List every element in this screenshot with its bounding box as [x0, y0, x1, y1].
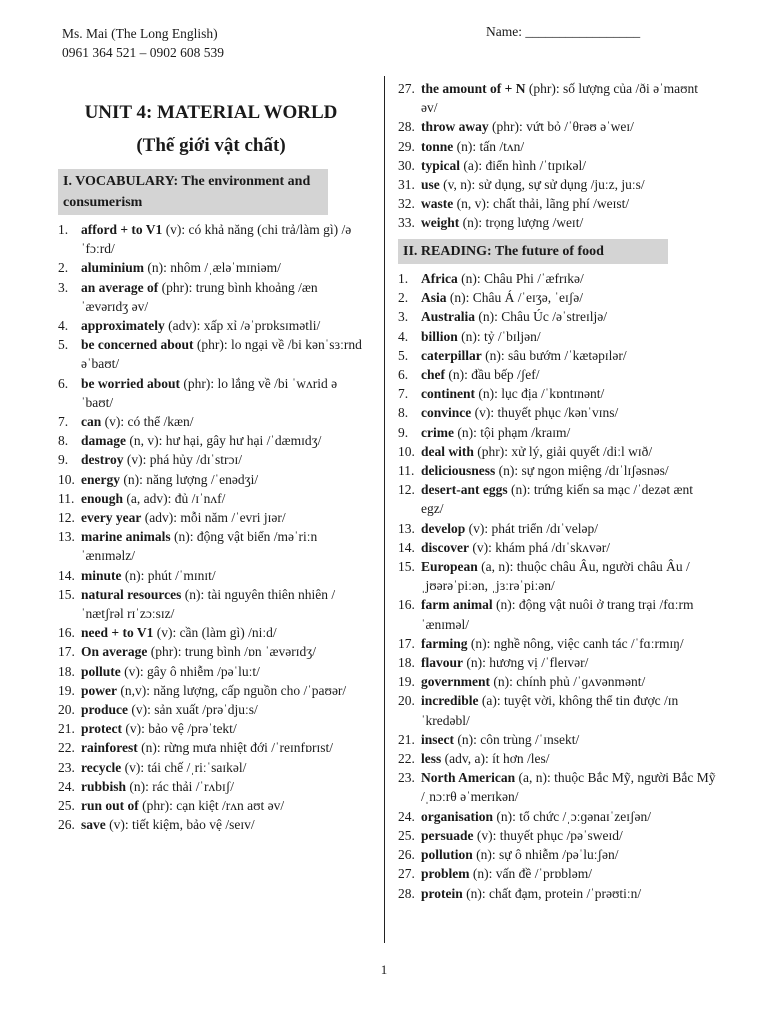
item-word: persuade — [421, 827, 474, 843]
item-word: convince — [421, 405, 472, 421]
list-item — [58, 220, 364, 258]
item-definition: (n): tội phạm /kraɪm/ — [453, 424, 571, 440]
item-definition: (n): nhôm /ˌæləˈmɪniəm/ — [144, 260, 281, 276]
item-word: can — [81, 414, 102, 430]
item-word: less — [421, 751, 442, 767]
item-definition: (a, n): thuộc châu Âu, người châu Âu /ˌjʊərəˈpiːən, ˌjɜːrəˈpiːən/ — [421, 559, 690, 594]
item-word: approximately — [81, 318, 165, 334]
item-number: 19. — [398, 674, 415, 690]
item-number: 31. — [398, 177, 415, 193]
item-number: 28. — [398, 119, 415, 135]
item-definition: (phr): cạn kiệt /rʌn aʊt əv/ — [138, 798, 285, 814]
item-number: 10. — [58, 471, 75, 487]
item-definition: (n): động vật nuôi ở trang trại /fɑːrm ˈænɪməl/ — [421, 597, 694, 632]
item-definition: (phr): lo lắng về /bi ˈwʌrid əˈbaʊt/ — [81, 375, 338, 410]
list-item — [398, 461, 716, 480]
item-word: protein — [421, 885, 463, 901]
item-word: caterpillar — [421, 347, 482, 363]
item-word: rainforest — [81, 740, 138, 756]
list-item — [398, 442, 716, 461]
item-number: 7. — [58, 414, 69, 430]
item-definition: (v): phá hủy /dɪˈstrɔɪ/ — [123, 452, 242, 468]
item-number: 1. — [398, 271, 409, 286]
item-word: European — [421, 559, 478, 575]
item-number: 8. — [58, 433, 69, 449]
item-definition: (n): chính phủ /ˈɡʌvənmənt/ — [489, 674, 646, 690]
list-item — [58, 719, 364, 738]
item-definition: (n): đầu bếp /ʃef/ — [445, 367, 540, 383]
list-item — [58, 700, 364, 719]
item-word: Australia — [421, 309, 475, 325]
list-item — [398, 156, 716, 175]
item-definition: (n): Châu Á /ˈeɪʒə, ˈeɪʃə/ — [446, 290, 583, 306]
item-definition: (phr): trung bình /ɒn ˈævərɪdʒ/ — [147, 644, 317, 660]
list-item — [398, 864, 716, 883]
item-word: aluminium — [81, 260, 145, 276]
item-word: farm animal — [421, 597, 493, 613]
item-number: 15. — [398, 559, 415, 575]
item-number: 5. — [58, 337, 69, 353]
item-number: 27. — [398, 81, 415, 96]
item-word: every year — [81, 510, 142, 526]
list-item — [398, 117, 716, 136]
student-name-field: Name: _________________ — [486, 24, 641, 39]
item-number: 13. — [398, 520, 415, 536]
item-definition: (n): rác thải /ˈrʌbɪʃ/ — [126, 778, 234, 794]
item-number: 26. — [58, 817, 75, 833]
item-definition: (n): sự ngon miệng /dɪˈlɪʃəsnəs/ — [495, 463, 669, 479]
vocabulary-list — [58, 220, 364, 835]
item-word: desert-ant eggs — [421, 482, 508, 498]
list-item — [58, 278, 364, 316]
teacher-phone: 0961 364 521 – 0902 608 539 — [62, 45, 224, 60]
item-definition: (n): tổ chức /ˌɔːɡənaɪˈzeɪʃən/ — [493, 808, 652, 824]
item-number: 20. — [398, 693, 415, 709]
list-item — [398, 213, 716, 232]
item-number: 22. — [58, 740, 75, 756]
item-word: pollute — [81, 663, 121, 679]
list-item — [58, 470, 364, 489]
item-word: tonne — [421, 138, 454, 154]
item-word: afford + to V1 — [81, 222, 163, 237]
item-number: 14. — [58, 567, 75, 583]
page-number: 1 — [380, 962, 388, 977]
list-item — [58, 450, 364, 469]
header-contact — [62, 24, 224, 62]
item-number: 7. — [398, 386, 409, 402]
item-definition: (n,v): năng lượng, cấp nguồn cho /ˈpaʊər/ — [117, 682, 347, 698]
list-item — [398, 845, 716, 864]
item-definition: (n): trứng kiến sa mạc /ˈdezət ænt egz/ — [421, 482, 693, 517]
item-number: 28. — [398, 885, 415, 901]
item-number: 2. — [398, 290, 409, 306]
item-word: incredible — [421, 693, 479, 709]
item-number: 29. — [398, 138, 415, 154]
item-definition: (phr): xử lý, giải quyết /diːl wɪð/ — [473, 443, 653, 459]
item-definition: (v): phát triển /dɪˈveləp/ — [465, 520, 598, 536]
list-item — [398, 194, 716, 213]
item-number: 30. — [398, 157, 415, 173]
item-number: 4. — [58, 318, 69, 334]
list-item — [398, 653, 716, 672]
list-item — [58, 489, 364, 508]
list-item — [58, 316, 364, 335]
list-item — [58, 335, 364, 373]
list-item — [58, 681, 364, 700]
item-definition: (phr): lo ngại về /bi kənˈsɜːrnd əˈbaʊt/ — [81, 337, 362, 372]
item-definition: (a): tuyệt vời, không thể tin được /ɪnˈkredəbl/ — [421, 693, 679, 728]
item-number: 22. — [398, 751, 415, 767]
item-definition: (v): tiết kiệm, bảo vệ /seɪv/ — [105, 817, 255, 833]
item-definition: (n): sâu bướm /ˈkætəpɪlər/ — [481, 347, 627, 363]
list-item — [58, 777, 364, 796]
item-number: 8. — [398, 405, 409, 421]
item-word: insect — [421, 731, 454, 747]
item-word: damage — [81, 433, 126, 449]
item-word: protect — [81, 721, 122, 737]
item-word: crime — [421, 424, 454, 440]
item-definition: (v): thuyết phục /pəˈsweɪd/ — [473, 827, 623, 843]
item-number: 10. — [398, 443, 415, 459]
item-word: minute — [81, 567, 122, 583]
item-definition: (n): nghề nông, việc canh tác /ˈfɑːrmɪŋ/ — [467, 635, 684, 651]
list-item — [398, 288, 716, 307]
list-item — [398, 365, 716, 384]
item-definition: (v): khám phá /dɪˈskʌvər/ — [469, 539, 610, 555]
item-definition: (phr): trung bình khoảng /æn ˈævərɪdʒ əv/ — [81, 279, 318, 314]
list-item — [398, 519, 716, 538]
item-definition: (n): tấn /tʌn/ — [453, 138, 525, 154]
list-item — [398, 346, 716, 365]
list-item — [398, 538, 716, 557]
item-definition: (phr): số lượng của /ði əˈmaʊnt əv/ — [421, 81, 699, 116]
item-word: On average — [81, 644, 148, 660]
item-number: 12. — [58, 510, 75, 526]
item-number: 18. — [58, 663, 75, 679]
item-definition: (n): tài nguyên thiên nhiên /ˈnætʃrəl rɪˈzɔːsɪz/ — [81, 586, 336, 622]
item-number: 3. — [398, 309, 409, 325]
item-number: 14. — [398, 539, 415, 555]
item-number: 11. — [398, 463, 415, 479]
list-item — [398, 175, 716, 194]
list-item — [58, 508, 364, 527]
item-word: chef — [421, 367, 445, 383]
item-number: 25. — [58, 798, 75, 814]
item-number: 24. — [398, 808, 415, 824]
item-word: rubbish — [81, 778, 127, 794]
item-word: billion — [421, 328, 458, 344]
item-word: discover — [421, 539, 469, 555]
item-word: Asia — [421, 290, 447, 306]
list-item — [398, 269, 716, 288]
item-definition: (adv): mỗi năm /ˈevri jɪər/ — [141, 510, 286, 526]
item-word: recycle — [81, 759, 122, 775]
item-word: run out of — [81, 798, 139, 814]
item-number: 6. — [58, 375, 69, 391]
list-item — [58, 374, 364, 412]
item-definition: (n): Châu Úc /əˈstreɪljə/ — [475, 309, 607, 325]
list-item — [398, 384, 716, 403]
item-definition: (adv, a): ít hơn /les/ — [441, 751, 550, 767]
item-word: save — [81, 817, 106, 833]
item-number: 23. — [58, 759, 75, 775]
item-number: 15. — [58, 586, 75, 602]
item-word: enough — [81, 490, 124, 506]
item-number: 4. — [398, 328, 409, 344]
item-word: waste — [421, 196, 454, 212]
teacher-name: Ms. Mai (The Long English) — [62, 26, 218, 41]
column-divider — [384, 76, 385, 943]
item-word: typical — [421, 157, 460, 173]
item-number: 27. — [398, 866, 415, 882]
list-item — [398, 137, 716, 156]
list-item — [398, 768, 716, 806]
item-word: problem — [421, 866, 470, 882]
item-definition: (phr): vứt bỏ /ˈθrəʊ əˈweɪ/ — [488, 119, 634, 135]
unit-title: UNIT 4: MATERIAL WORLD — [84, 102, 338, 123]
item-definition: (v): thuyết phục /kənˈvɪns/ — [471, 405, 619, 421]
item-definition: (v, n): sử dụng, sự sử dụng /juːz, juːs/ — [439, 177, 645, 193]
list-item — [398, 691, 716, 729]
item-word: Africa — [421, 271, 458, 286]
item-definition: (n, v): chất thải, lãng phí /weɪst/ — [453, 196, 630, 212]
item-definition: (v): có thể /kæn/ — [101, 414, 194, 430]
item-word: farming — [421, 635, 468, 651]
item-definition: (v): gây ô nhiễm /pəˈluːt/ — [120, 663, 260, 679]
item-word: be worried about — [81, 375, 180, 391]
item-number: 17. — [58, 644, 75, 660]
item-number: 25. — [398, 827, 415, 843]
item-number: 21. — [58, 721, 75, 737]
item-number: 18. — [398, 655, 415, 671]
item-word: power — [81, 682, 117, 698]
item-definition: (n): vấn đề /ˈprɒbləm/ — [469, 866, 593, 882]
list-item — [58, 796, 364, 815]
list-item — [58, 527, 364, 565]
unit-subtitle: (Thế giới vật chất) — [136, 135, 286, 156]
item-number: 20. — [58, 702, 75, 718]
list-item — [398, 884, 716, 903]
list-item — [58, 738, 364, 757]
item-word: natural resources — [81, 586, 182, 602]
item-definition: (n): động vật biển /məˈriːn ˈænɪməlz/ — [81, 529, 318, 564]
list-item — [398, 480, 716, 518]
list-item — [58, 815, 364, 834]
item-word: throw away — [421, 119, 489, 135]
item-definition: (n): sự ô nhiễm /pəˈluːʃən/ — [472, 847, 619, 863]
item-word: an average of — [81, 279, 159, 295]
list-item — [398, 595, 716, 633]
item-number: 11. — [58, 490, 75, 506]
item-number: 13. — [58, 529, 75, 545]
item-word: deliciousness — [421, 463, 496, 479]
list-item — [58, 623, 364, 642]
item-word: continent — [421, 386, 475, 402]
item-definition: (v): bảo vệ /prəˈtekt/ — [121, 721, 237, 737]
list-item — [398, 557, 716, 595]
list-item — [398, 327, 716, 346]
list-item — [398, 423, 716, 442]
list-item — [398, 634, 716, 653]
item-definition: (n): hương vị /ˈfleɪvər/ — [463, 655, 589, 671]
list-item — [398, 403, 716, 422]
item-number: 21. — [398, 731, 415, 747]
item-number: 3. — [58, 279, 69, 295]
item-word: destroy — [81, 452, 124, 468]
item-number: 16. — [58, 625, 75, 641]
item-definition: (v): cần (làm gì) /niːd/ — [153, 625, 277, 641]
item-number: 5. — [398, 347, 409, 363]
item-word: deal with — [421, 443, 474, 459]
item-word: flavour — [421, 655, 463, 671]
item-definition: (a): điển hình /ˈtɪpɪkəl/ — [460, 157, 586, 173]
list-item — [58, 431, 364, 450]
item-number: 19. — [58, 682, 75, 698]
reading-list — [398, 269, 716, 903]
item-word: need + to V1 — [81, 625, 154, 641]
item-definition: (v): có khả năng (chi trả/làm gì) /əˈfɔːrd/ — [81, 222, 352, 257]
list-item — [58, 412, 364, 431]
item-word: pollution — [421, 847, 473, 863]
list-item — [58, 758, 364, 777]
list-item — [58, 258, 364, 277]
item-word: develop — [421, 520, 466, 536]
item-definition: (n): rừng mưa nhiệt đới /ˈreɪnfɒrɪst/ — [137, 740, 334, 756]
item-definition: (n): năng lượng /ˈenədʒi/ — [119, 471, 259, 487]
item-word: government — [421, 674, 490, 690]
item-word: weight — [421, 215, 460, 231]
item-definition: (n): Châu Phi /ˈæfrɪkə/ — [457, 271, 584, 286]
section-reading-heading: II. READING: The future of food — [398, 239, 668, 264]
item-word: energy — [81, 471, 120, 487]
item-number: 16. — [398, 597, 415, 613]
item-definition: (n): côn trùng /ˈɪnsekt/ — [454, 731, 580, 747]
item-number: 9. — [398, 424, 409, 440]
item-definition: (n, v): hư hại, gây hư hại /ˈdæmɪdʒ/ — [126, 433, 322, 449]
item-definition: (n): phút /ˈmɪnɪt/ — [121, 567, 216, 583]
item-word: marine animals — [81, 529, 171, 545]
item-number: 32. — [398, 196, 415, 212]
item-definition: (n): lục địa /ˈkɒntɪnənt/ — [475, 386, 605, 402]
item-number: 33. — [398, 215, 415, 231]
item-definition: (v): tái chế /ˌriːˈsaɪkəl/ — [121, 759, 247, 775]
list-item — [58, 585, 364, 623]
item-number: 9. — [58, 452, 69, 468]
item-word: be concerned about — [81, 337, 194, 353]
list-item — [398, 826, 716, 845]
item-number: 2. — [58, 260, 69, 276]
item-definition: (a, n): thuộc Bắc Mỹ, người Bắc Mỹ /ˌnɔːrθ əˈmerɪkən/ — [421, 770, 716, 805]
list-item — [58, 566, 364, 585]
item-number: 6. — [398, 367, 409, 383]
list-item — [58, 642, 364, 661]
item-word: the amount of + N — [421, 81, 526, 96]
item-word: use — [421, 177, 440, 193]
list-item — [398, 307, 716, 326]
item-number: 17. — [398, 635, 415, 651]
item-number: 23. — [398, 770, 415, 786]
list-item — [398, 807, 716, 826]
item-definition: (n): chất đạm, protein /ˈprəʊtiːn/ — [462, 885, 642, 901]
list-item — [58, 662, 364, 681]
item-definition: (adv): xấp xỉ /əˈprɒksɪmətli/ — [164, 318, 321, 334]
item-number: 24. — [58, 778, 75, 794]
item-word: produce — [81, 702, 129, 718]
list-item — [398, 749, 716, 768]
item-definition: (a, adv): đủ /ɪˈnʌf/ — [123, 490, 226, 506]
item-word: North American — [421, 770, 516, 786]
item-word: organisation — [421, 808, 494, 824]
section-vocabulary-heading: I. VOCABULARY: The environment and consumerism — [58, 169, 328, 215]
item-number: 26. — [398, 847, 415, 863]
item-definition: (v): sản xuất /prəˈdjuːs/ — [128, 702, 258, 718]
vocabulary-list-continued — [398, 79, 716, 233]
item-definition: (n): tỷ /ˈbɪljən/ — [457, 328, 541, 344]
list-item — [398, 730, 716, 749]
list-item — [398, 672, 716, 691]
item-definition: (n): trọng lượng /weɪt/ — [459, 215, 584, 231]
item-number: 12. — [398, 482, 415, 498]
list-item — [398, 79, 716, 117]
item-number: 1. — [58, 222, 69, 237]
